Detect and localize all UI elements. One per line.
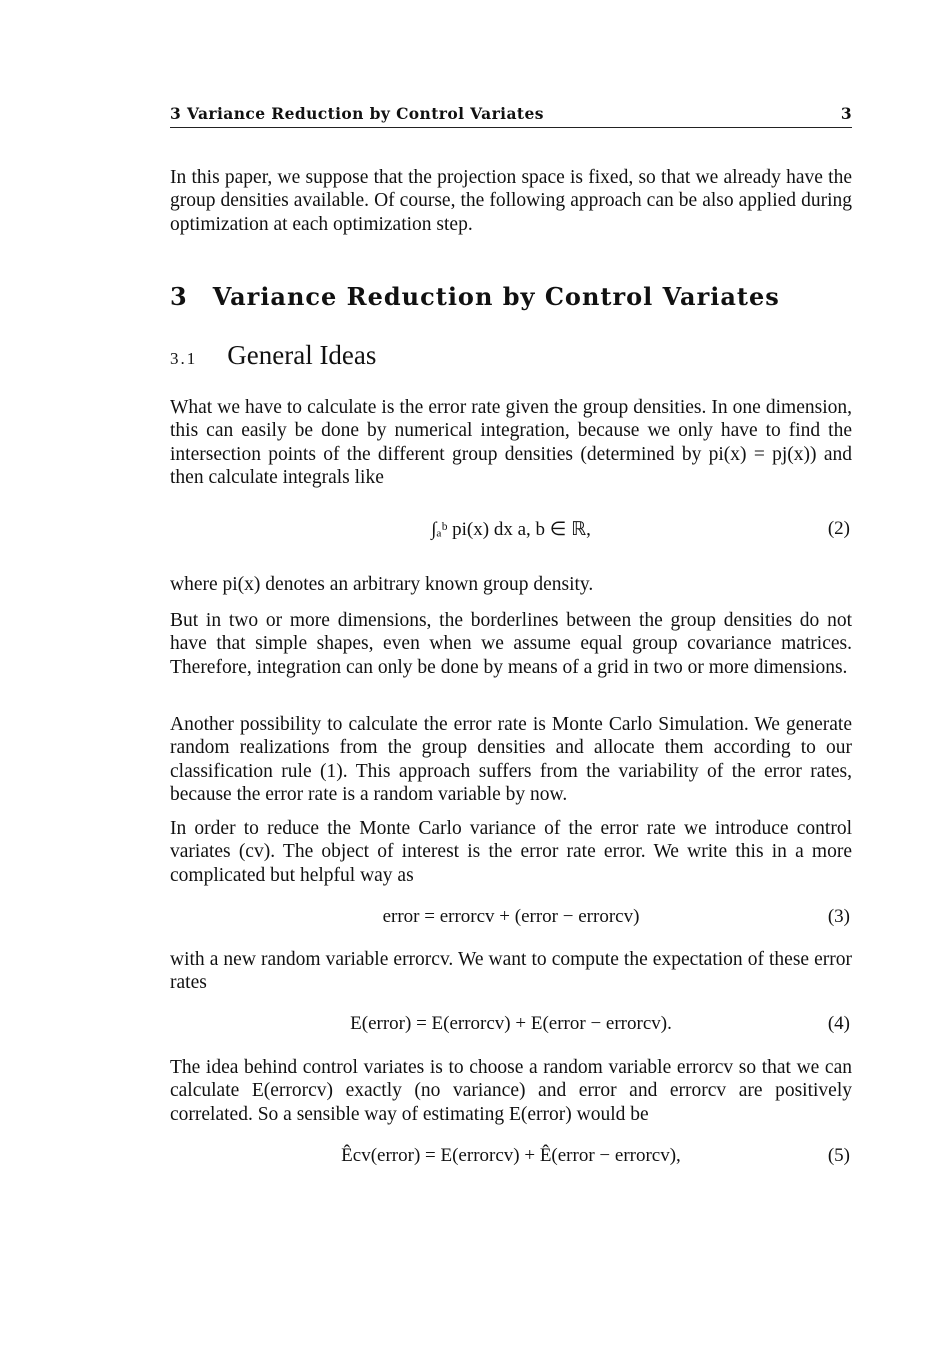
paragraph-integration bbox=[170, 396, 852, 489]
paragraph-text: In this paper, we suppose that the projection space is fixed, so that we already have the group densities available. Of course, the following approach can be also applied during optimization at each optimization step. bbox=[170, 167, 852, 235]
section-heading bbox=[170, 282, 852, 311]
running-head bbox=[170, 104, 852, 128]
paragraph-text: The idea behind control variates is to choose a random variable errorcv so that we can calculate E(errorcv) exactly (no variance) and error and errorcv are positively correlated. So a sensible way of estimating E(error) would be bbox=[170, 1057, 852, 1125]
equation-3 bbox=[170, 898, 852, 938]
subsection-number: 3.1 bbox=[170, 349, 198, 368]
paragraph-text: where pi(x) denotes an arbitrary known group density. bbox=[170, 574, 594, 595]
subsection-title: General Ideas bbox=[227, 340, 377, 370]
paragraph-density bbox=[170, 573, 852, 596]
equation-number: (5) bbox=[827, 1145, 850, 1166]
equation-body: Êcv(error) = E(errorcv) + Ê(error − errorcv), bbox=[341, 1145, 681, 1166]
paragraph-idea bbox=[170, 1056, 852, 1126]
equation-number: (4) bbox=[827, 1013, 850, 1034]
paragraph-text: with a new random variable errorcv. We want to compute the expectation of these error rates bbox=[170, 949, 852, 994]
paragraph-intro bbox=[170, 166, 852, 236]
paragraph-control-variates bbox=[170, 817, 852, 887]
section-number: 3 bbox=[170, 282, 187, 311]
paragraph-dimensions bbox=[170, 609, 852, 679]
section-title: Variance Reduction by Control Variates bbox=[212, 282, 780, 311]
paragraph-text: In order to reduce the Monte Carlo variance of the error rate we introduce control variates (cv). The object of interest is the error rate error. We write this in a more complicated but helpful way as bbox=[170, 818, 852, 886]
running-head-title: 3 Variance Reduction by Control Variates bbox=[170, 104, 544, 123]
paragraph-text: Another possibility to calculate the error rate is Monte Carlo Simulation. We generate random realizations from the group densities and allocate them according to our classification rule (1). This approach suffers from the variability of the error rates, because the error rate is a random variable by now. bbox=[170, 714, 852, 805]
equation-body: E(error) = E(errorcv) + E(error − errorcv). bbox=[350, 1013, 672, 1034]
paragraph-text: What we have to calculate is the error rate given the group densities. In one dimension, this can easily be done by numerical integration, because we only have to find the intersection points of the different group densities (determined by pi(x) = pj(x)) and then calculate integrals like bbox=[170, 397, 852, 488]
paragraph-monte-carlo bbox=[170, 713, 852, 806]
page-number: 3 bbox=[840, 104, 852, 123]
equation-number: (2) bbox=[827, 518, 850, 539]
equation-2 bbox=[170, 510, 852, 550]
equation-4 bbox=[170, 1005, 852, 1045]
subsection-heading bbox=[170, 340, 852, 371]
paragraph-text: But in two or more dimensions, the borderlines between the group densities do not have that simple shapes, even when we assume equal group covariance matrices. Therefore, integration can only be done by means of a grid in two or more dimensions. bbox=[170, 610, 852, 678]
paragraph-expectation bbox=[170, 948, 852, 995]
equation-body: ∫ₐᵇ pi(x) dx a, b ∈ ℝ, bbox=[431, 519, 591, 540]
equation-number: (3) bbox=[827, 906, 850, 927]
equation-5 bbox=[170, 1137, 852, 1177]
equation-body: error = errorcv + (error − errorcv) bbox=[382, 906, 640, 927]
